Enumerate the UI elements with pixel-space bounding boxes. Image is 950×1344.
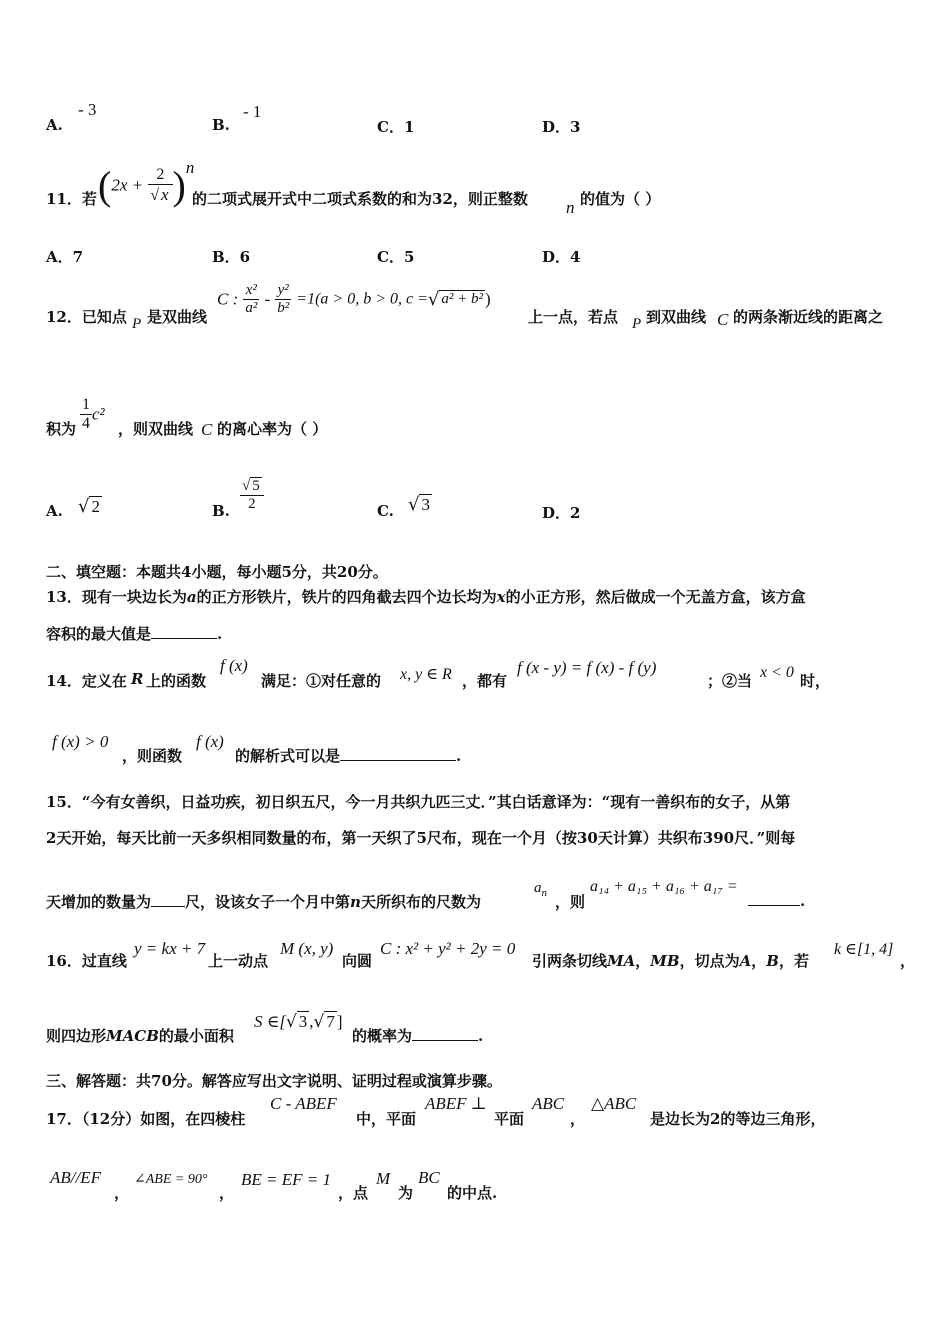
q16-s-comma: , (309, 1012, 314, 1031)
q11-option-a: A．7 (46, 248, 84, 266)
q12-option-c-label: C. (377, 502, 394, 520)
q12-line2-end: 的离心率为（ ） (217, 420, 328, 438)
q17-solid: C - ABEF (270, 1094, 337, 1113)
q11-number: 11．若 (46, 190, 97, 208)
q12-option-b-den: 2 (248, 496, 256, 512)
q16-macb: MACB (106, 1027, 159, 1045)
q12-number: 12．已知点 (46, 308, 127, 326)
q16-point-a: A (739, 952, 752, 970)
q13-line1-a: 13．现有一块边长为 (46, 588, 187, 606)
q12-area-c: c² (92, 404, 105, 424)
q12-frac-x-den: a² (245, 300, 258, 316)
q14-line2-text-2 (235, 745, 461, 766)
q15-line3-a: 天增加的数量为 (46, 893, 152, 911)
q13-line2 (46, 623, 222, 644)
q17-equal-lengths: BE = EF = 1 (241, 1170, 331, 1189)
q14-fx: f (x) (220, 656, 248, 675)
q17-text-3: ， (570, 1110, 586, 1128)
q12-text-2: 上一点，若点 (528, 308, 619, 326)
q12-option-a-radicand: 2 (91, 497, 100, 516)
q12-frac-x (243, 282, 259, 317)
q15-an-sub: n (541, 887, 547, 899)
q16-line2-area-label: 的最小面积 (158, 1027, 234, 1045)
q10-option-d: D．3 (542, 118, 581, 136)
q15-an (534, 880, 547, 899)
q14-inequality: f (x) > 0 (52, 732, 109, 751)
q15-line1: 15．“今有女善织，日益功疾，初日织五尺，今一月共织九匹三丈．”其白话意译为：“现有一善织布的女子，从第 (46, 793, 791, 811)
q16-ma: MA (607, 952, 636, 970)
q11-expr-2x: 2x + (111, 175, 144, 195)
q14-line2-fx: f (x) (196, 732, 224, 751)
q17-text-6: 为 (398, 1184, 414, 1202)
q11-option-b: B．6 (212, 248, 251, 266)
q10-option-c: C．1 (377, 118, 415, 136)
q17-plane-2: ABC (532, 1094, 565, 1113)
q12-option-a-value: √ 2 (78, 496, 100, 517)
q14-text-4: ；②当 (707, 672, 753, 690)
q12-line2-pre: 积为 (46, 420, 77, 438)
q17-text-1: 中，平面 (356, 1110, 417, 1128)
q16-k-range: k ∈[1, 4] (834, 941, 894, 958)
q16-point: M (x, y) (280, 939, 334, 958)
q16-line2-pre (46, 1025, 234, 1046)
q14-line2-end: . (456, 747, 462, 765)
q15-line3-period: . (800, 892, 806, 910)
q16-s-range-pre: S ∈[ (254, 1012, 286, 1031)
q12-var-p: P (132, 316, 142, 332)
q16-s-range-post: ] (336, 1012, 343, 1031)
q17-parallel: AB//EF (50, 1168, 101, 1187)
q16-line2-pre-text: 则四边形 (46, 1027, 107, 1045)
q16-tangent-label: 引两条切线 (532, 952, 608, 970)
q14-xy-in-r: x, y ∈ R (400, 666, 452, 683)
q12-var-p2: P (632, 316, 642, 332)
q16-answer-blank[interactable] (412, 1026, 478, 1041)
q16-comma-1: ， (635, 952, 651, 970)
q16-text-1: 上一动点 (208, 952, 269, 970)
q16-point-b: B (766, 952, 779, 970)
q12-frac-x-num: x² (243, 282, 259, 300)
q17-angle: ∠ABE = 90° (134, 1172, 208, 1187)
q11-fraction: $\frac{2}{√ x}$ (148, 166, 172, 205)
q12-area-den: 4 (82, 415, 90, 432)
q12-hyperbola-equation: C : $\frac{\text{x²}}{\text{a²}}$ - $\frac{\text{y²}}{\text{b²}}$ =1(a > 0, b > 0, c =√ a² + b² ) (217, 282, 491, 316)
q12-curve: C : (217, 289, 239, 309)
q11-fraction-den: x (160, 185, 169, 204)
q14-line2-label: 的解析式可以是 (235, 747, 341, 765)
q14-line2-text-1: ，则函数 (122, 747, 183, 765)
q12-line2-post: ，则双曲线 (118, 420, 194, 438)
q16-number: 16．过直线 (46, 952, 127, 970)
q15-sum-expression: a₁₄ + a₁₅ + a₁₆ + a₁₇ = (590, 878, 738, 895)
q12-frac-y-den: b² (277, 300, 290, 316)
q15-answer-blank-2[interactable] (748, 891, 800, 906)
q14-answer-blank[interactable] (340, 746, 456, 761)
q16-circle-equation: C : x² + y² + 2y = 0 (380, 939, 516, 958)
q15-an-base: a (534, 880, 542, 896)
q11-text-2: 的值为（ ） (580, 190, 661, 208)
q16-mb: MB (650, 952, 680, 970)
q16-comma-2: ， (751, 952, 767, 970)
q12-option-c-radicand: 3 (421, 495, 430, 514)
q16-text-3 (532, 950, 809, 971)
q16-if: ，若 (778, 952, 809, 970)
q14-condition: x < 0 (760, 664, 794, 681)
q15-line2: 2天开始，每天比前一天多织相同数量的布，第一天织了5尺布，现在一个月（按30天计算）共织布390尺．”则每 (46, 829, 796, 847)
q16-line-equation: y = kx + 7 (134, 939, 206, 958)
q13-line2-end: . (217, 625, 223, 643)
q12-minus: - (264, 289, 271, 309)
q16-text-2: 向圆 (342, 952, 373, 970)
q13-line2-text: 容积的最大值是 (46, 625, 152, 643)
q16-probability-label: 的概率为 (352, 1027, 413, 1045)
q17-triangle: △ABC (591, 1094, 637, 1113)
q11-fraction-num: 2 (148, 166, 172, 185)
q16-line2-end (352, 1025, 483, 1046)
q17-point-m: M (376, 1169, 391, 1188)
q12-var-c2: C (201, 420, 213, 439)
q13-line1-c: 的小正方形，然后做成一个无盖方盒，该方盒 (505, 588, 806, 606)
q12-close-paren: ) (485, 289, 491, 309)
q17-plane-1: ABEF ⊥ (425, 1094, 487, 1113)
q17-text-5: ，点 (338, 1184, 369, 1202)
q16-line2-period: . (478, 1027, 484, 1045)
q14-text-5: 时， (800, 672, 831, 690)
q15-line3 (46, 891, 481, 912)
q17-segment-bc: BC (418, 1168, 440, 1187)
q13-var-x: x (496, 588, 506, 606)
q10-option-b-label: B. (212, 116, 230, 134)
q11-var-n: n (566, 198, 575, 217)
q10-option-b-value: - 1 (243, 102, 262, 121)
q12-sqrt-body: a² + b² (441, 291, 484, 307)
q15-answer-blank-1[interactable] (151, 892, 185, 907)
q11-option-d: D．4 (542, 248, 581, 266)
q12-var-c: C (717, 310, 729, 329)
q17-text-7: 的中点. (447, 1184, 498, 1202)
q16-s-sqrt7: 7 (326, 1012, 335, 1031)
q14-functional-equation: f (x - y) = f (x) - f (y) (517, 658, 657, 677)
q11-option-c: C．5 (377, 248, 415, 266)
q13-line1-b: 的正方形铁片，铁片的四角截去四个边长均为 (196, 588, 497, 606)
q16-text-8: ， (900, 952, 916, 970)
q11-binomial-expression: (2x + $\frac{2}{√ x}$ )$^n$ (98, 158, 195, 208)
q12-option-a-label: A. (46, 502, 63, 520)
q11-text-1: 的二项式展开式中二项式系数的和为32，则正整数 (192, 190, 528, 208)
q17-number: 17．（12分）如图，在四棱柱 (46, 1110, 246, 1128)
q12-option-b-value: $\frac{√ 5}{2}$ (240, 478, 264, 513)
q10-option-a-label: A. (46, 116, 63, 134)
q14-text-3: ，都有 (462, 672, 508, 690)
q12-area-num: 1 (82, 396, 90, 413)
q17-text-4: 是边长为2的等边三角形， (650, 1110, 826, 1128)
q13-var-a: a (186, 588, 197, 606)
q14-number: 14．定义在 (46, 672, 127, 690)
q12-text-3: 到双曲线 (646, 308, 707, 326)
q15-var-n: n (350, 893, 361, 911)
q10-option-a-value: - 3 (78, 100, 97, 119)
q16-s-range: S ∈[√ 3 ,√ 7 ] (254, 1012, 343, 1032)
q15-line3-c: 天所织布的尺数为 (360, 893, 481, 911)
q13-line1 (46, 586, 806, 607)
q14-text-1: 上的函数 (146, 672, 207, 690)
q17-text-2: 平面 (494, 1110, 525, 1128)
q12-text-1: 是双曲线 (147, 308, 208, 326)
q17-comma-1: ， (114, 1184, 130, 1202)
q15-line3-end (748, 891, 805, 910)
q15-line3-b: 尺，设该女子一个月中第 (185, 893, 351, 911)
q12-condition: =1(a > 0, b > 0, c = (296, 290, 428, 308)
q12-option-b-num: 5 (252, 478, 260, 494)
q15-line3-d: ，则 (555, 893, 586, 911)
q13-answer-blank[interactable] (151, 624, 217, 639)
q16-s-sqrt3: 3 (298, 1012, 308, 1031)
q12-frac-y (275, 282, 291, 317)
q16-tangent-points-label: ，切点为 (679, 952, 740, 970)
q12-option-b-label: B. (212, 502, 230, 520)
q12-area-expression (80, 396, 105, 433)
q11-exponent: n (185, 158, 195, 177)
q12-text-4: 的两条渐近线的距离之 (733, 308, 884, 326)
q12-option-c-value: √ 3 (408, 494, 430, 515)
section3-title: 三、解答题：共70分。解答应写出文字说明、证明过程或演算步骤。 (46, 1072, 502, 1090)
section2-title: 二、填空题：本题共4小题，每小题5分，共20分。 (46, 563, 388, 581)
q12-option-d: D．2 (542, 504, 581, 522)
q12-frac-y-num: y² (275, 282, 291, 300)
q14-text-2: 满足：①对任意的 (261, 672, 382, 690)
q17-comma-2: ， (219, 1184, 235, 1202)
q14-var-r: R (131, 670, 144, 688)
q12-area-frac (80, 396, 92, 433)
